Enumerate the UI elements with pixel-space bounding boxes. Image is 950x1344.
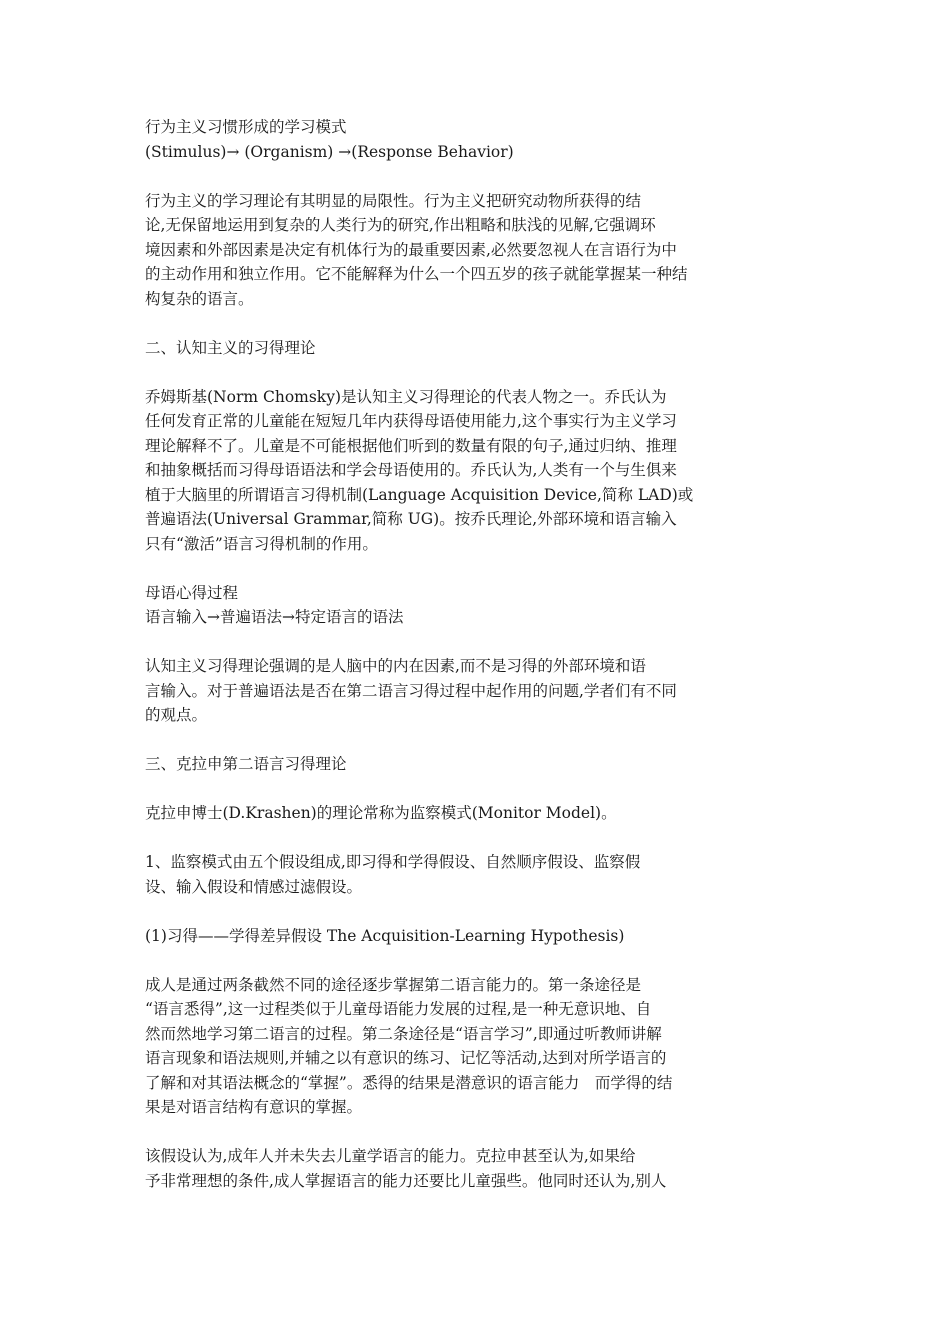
- paragraph-behaviorism-limits: [145, 189, 745, 312]
- text-line: 境因素和外部因素是决定有机体行为的最重要因素,必然要忽视人在言语行为中: [145, 240, 677, 259]
- text-line: 和抽象概括而习得母语语法和学会母语使用的。乔氏认为,人类有一个与生俱来: [145, 461, 677, 479]
- section-heading: 三、克拉申第二语言习得理论: [145, 755, 347, 773]
- paragraph-model-formula: [145, 115, 745, 164]
- text-line: 该假设认为,成年人并未失去儿童学语言的能力。克拉申甚至认为,如果给: [145, 1147, 636, 1165]
- section-heading-krashen: [145, 752, 745, 777]
- text-line: 语言现象和语法规则,并辅之以有意识的练习、记忆等活动,达到对所学语言的: [145, 1049, 667, 1067]
- text-line: 的观点。: [145, 706, 208, 724]
- text-line: 论,无保留地运用到复杂的人类行为的研究,作出粗略和肤浅的见解,它强调环: [145, 216, 656, 234]
- subheading-acquisition-learning: [145, 924, 745, 949]
- text-line: 果是对语言结构有意识的掌握。: [145, 1098, 363, 1116]
- paragraph-chomsky: [145, 385, 745, 557]
- text-line: 言输入。对于普遍语法是否在第二语言习得过程中起作用的问题,学者们有不同: [145, 681, 677, 700]
- text-line: 认知主义习得理论强调的是人脑中的内在因素,而不是习得的外部环境和语: [145, 657, 646, 675]
- paragraph-adult-ability: [145, 1144, 745, 1193]
- text-line: 设、输入假设和情感过滤假设。: [145, 877, 363, 896]
- text-line: 普遍语法(Universal Grammar,简称 UG)。按乔氏理论,外部环境和语言输入: [145, 510, 677, 528]
- text-line: 任何发育正常的儿童能在短短几年内获得母语使用能力,这个事实行为主义学习: [145, 412, 677, 430]
- text-line: 然而然地学习第二语言的过程。第二条途径是“语言学习”,即通过听教师讲解: [145, 1024, 662, 1043]
- paragraph-monitor-model: [145, 801, 745, 826]
- text-line: 语言输入→普遍语法→特定语言的语法: [145, 608, 404, 626]
- text-line: 行为主义的学习理论有其明显的局限性。行为主义把研究动物所获得的结: [145, 191, 642, 210]
- section-heading-cognitivism: [145, 336, 745, 361]
- text-line: 理论解释不了。儿童是不可能根据他们听到的数量有限的句子,通过归纳、推理: [145, 436, 677, 455]
- text-line: 1、监察模式由五个假设组成,即习得和学得假设、自然顺序假设、监察假: [145, 853, 641, 871]
- text-line: “语言悉得”,这一过程类似于儿童母语能力发展的过程,是一种无意识地、自: [145, 1000, 652, 1018]
- text-line: 构复杂的语言。: [145, 289, 254, 308]
- text-line: 了解和对其语法概念的“掌握”。悉得的结果是潜意识的语言能力 而学得的结: [145, 1073, 673, 1092]
- paragraph-acquisition-process: [145, 581, 745, 630]
- paragraph-cognitivism-emphasis: [145, 654, 745, 728]
- text-line: 克拉申博士(D.Krashen)的理论常称为监察模式(Monitor Model)。: [145, 804, 617, 822]
- subheading: (1)习得——学得差异假设 The Acquisition-Learning Hypothesis): [145, 926, 625, 945]
- text-line: 予非常理想的条件,成人掌握语言的能力还要比儿童强些。他同时还认为,别人: [145, 1171, 667, 1190]
- document-body: [145, 115, 745, 1218]
- text-line: (Stimulus)→ (Organism) →(Response Behavior): [145, 142, 514, 161]
- text-line: 只有“激活”语言习得机制的作用。: [145, 534, 378, 553]
- text-line: 乔姆斯基(Norm Chomsky)是认知主义习得理论的代表人物之一。乔氏认为: [145, 387, 667, 406]
- paragraph-two-routes: [145, 973, 745, 1120]
- text-line: 成人是通过两条截然不同的途径逐步掌握第二语言能力的。第一条途径是: [145, 975, 642, 994]
- section-heading: 二、认知主义的习得理论: [145, 338, 316, 357]
- text-line: 的主动作用和独立作用。它不能解释为什么一个四五岁的孩子就能掌握某一种结: [145, 265, 688, 283]
- text-line: 母语心得过程: [145, 583, 239, 602]
- text-line: 植于大脑里的所谓语言习得机制(Language Acquisition Device,简称 LAD)或: [145, 485, 694, 504]
- paragraph-five-hypotheses: [145, 850, 745, 899]
- text-line: 行为主义习惯形成的学习模式: [145, 118, 347, 136]
